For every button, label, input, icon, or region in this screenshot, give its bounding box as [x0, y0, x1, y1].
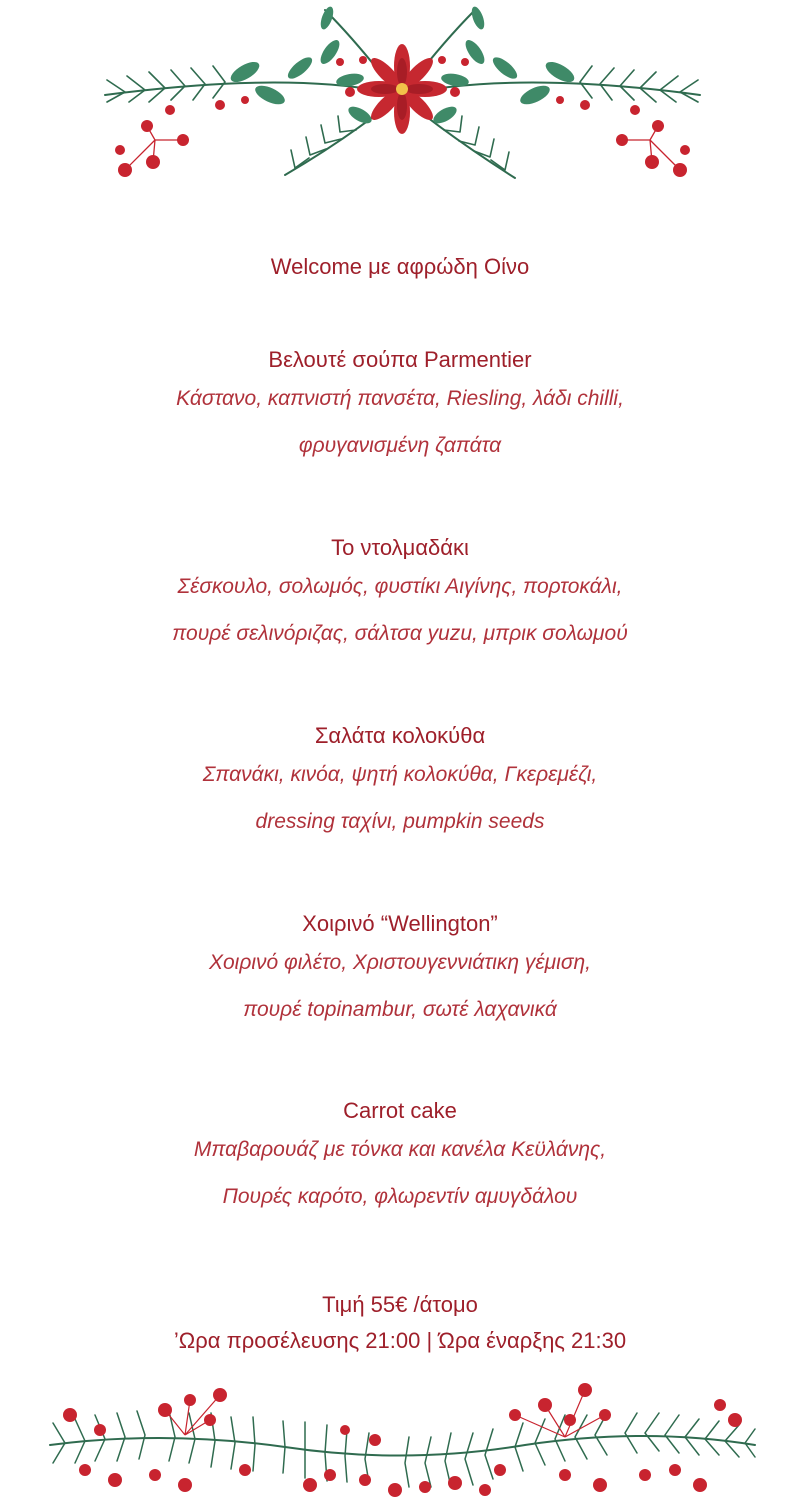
description-line: Μπαβαρουάζ με τόνκα και κανέλα Κεϋλάνης, — [193, 1138, 607, 1161]
description-line: πουρέ topinambur, σωτέ λαχανικά — [243, 998, 557, 1021]
course-1 — [0, 345, 800, 469]
description-line: Κάστανο, καπνιστή πανσέτα, Riesling, λάδι chilli, — [176, 387, 624, 410]
bottom-christmas-garland — [45, 1375, 760, 1506]
course-title: Σαλάτα κολοκύθα — [314, 723, 486, 748]
description-line: Χοιρινό φιλέτο, Χριστουγεννιάτικη γέμιση, — [209, 951, 591, 974]
course-2 — [0, 533, 800, 657]
description-line: dressing ταχίνι, pumpkin seeds — [255, 810, 545, 833]
course-description — [0, 1126, 800, 1220]
course-description — [0, 939, 800, 1033]
description-line: πουρέ σελινόριζας, σάλτσα yuzu, μπρικ σολωμού — [172, 622, 628, 645]
description-line: φρυγανισμένη ζαπάτα — [298, 434, 502, 457]
course-4 — [0, 909, 800, 1033]
price-text: Τιμή 55€ /άτομο — [322, 1292, 478, 1317]
description-line: Πουρές καρότο, φλωρεντίν αμυγδάλου — [222, 1185, 578, 1208]
course-description — [0, 563, 800, 657]
menu-footer — [0, 1287, 800, 1359]
course-description — [0, 751, 800, 845]
course-3 — [0, 721, 800, 845]
course-title: Χοιρινό “Wellington” — [302, 911, 498, 936]
description-line: Σέσκουλο, σολωμός, φυστίκι Αιγίνης, πορτοκάλι, — [177, 575, 623, 598]
course-5 — [0, 1096, 800, 1220]
course-description — [0, 375, 800, 469]
times-text: ’Ωρα προσέλευσης 21:00 | Ώρα έναρξης 21:30 — [173, 1328, 627, 1353]
course-title: Carrot cake — [343, 1098, 457, 1123]
description-line: Σπανάκι, κινόα, ψητή κολοκύθα, Γκερεμέζι, — [202, 763, 598, 786]
top-christmas-garland — [95, 0, 710, 190]
welcome-drink: Welcome με αφρώδη Οίνο — [270, 254, 530, 279]
course-title: Βελουτέ σούπα Parmentier — [268, 347, 532, 372]
course-title: Το ντολμαδάκι — [331, 535, 469, 560]
